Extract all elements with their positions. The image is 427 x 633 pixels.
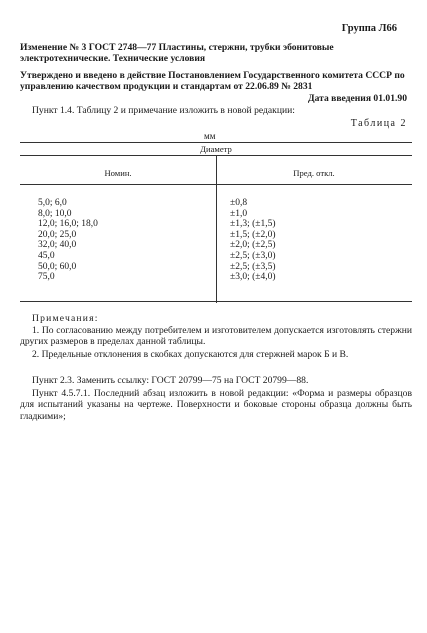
table-header-rule	[20, 184, 412, 185]
cell-nominal-8: 75,0	[38, 272, 55, 283]
cell-tolerance-4: ±1,5; (±2,0)	[230, 229, 276, 240]
cell-tolerance-5: ±2,0; (±2,5)	[230, 240, 276, 251]
cell-tolerance-3: ±1,3; (±1,5)	[230, 219, 276, 230]
cell-tolerance-8: ±3,0; (±4,0)	[230, 272, 276, 283]
table-column-divider	[216, 155, 217, 303]
item-2-3-text: Пункт 2.3. Заменить ссылку: ГОСТ 20799—75 на ГОСТ 20799—88.	[32, 375, 309, 386]
note-1: 1. По согласованию между потребителем и изготовителем допускается изготовлять стержни других размеров в пределах данной таблицы.	[20, 325, 412, 348]
header-tolerance: Пред. откл.	[293, 168, 335, 178]
table-bottom-rule	[20, 301, 412, 302]
note-2: 2. Предельные отклонения в скобках допускаются для стержней марок Б и В.	[32, 349, 349, 360]
table-label: Таблица 2	[350, 118, 407, 129]
dimensions-table	[20, 142, 412, 302]
header-diameter: Диаметр	[200, 144, 232, 154]
approval-statement: Утверждено и введено в действие Постановлением Государственного комитета СССР по управлению качеством продукции и стандартам от 22.06.89 № 2831	[20, 70, 405, 92]
table-top-rule	[20, 142, 412, 143]
group-code: Группа Л66	[341, 23, 397, 34]
cell-tolerance-1: ±0,8	[230, 198, 248, 208]
notes-title: Примечания:	[32, 313, 99, 324]
item-1-4-text: Пункт 1.4. Таблицу 2 и примечание изложить в новой редакции:	[32, 105, 295, 116]
cell-nominal-4: 20,0; 25,0	[38, 229, 77, 240]
cell-nominal-3: 12,0; 16,0; 18,0	[38, 219, 98, 230]
cell-nominal-1: 5,0; 6,0	[38, 198, 67, 208]
cell-nominal-2: 8,0; 10,0	[38, 208, 72, 219]
cell-nominal-6: 45,0	[38, 251, 55, 261]
cell-nominal-5: 32,0; 40,0	[38, 240, 77, 251]
item-4-5-7-1-text: Пункт 4.5.7.1. Последний абзац изложить в новой редакции: «Форма и размеры образцов для испытаний указаны на чертеже. Поверхности и боковые стороны образца должны быть гладкими»;	[20, 388, 412, 422]
change-title: Изменение № 3 ГОСТ 2748—77 Пластины, стержни, трубки эбонитовые электротехнические. Технические условия	[20, 42, 334, 64]
header-nominal: Номин.	[104, 168, 132, 178]
table-unit: мм	[204, 131, 216, 141]
cell-tolerance-6: ±2,5; (±3,0)	[230, 251, 276, 261]
cell-tolerance-2: ±1,0	[230, 208, 248, 219]
cell-nominal-7: 50,0; 60,0	[38, 261, 77, 272]
introduction-date: Дата введения 01.01.90	[307, 93, 407, 104]
cell-tolerance-7: ±2,5; (±3,5)	[230, 261, 276, 272]
